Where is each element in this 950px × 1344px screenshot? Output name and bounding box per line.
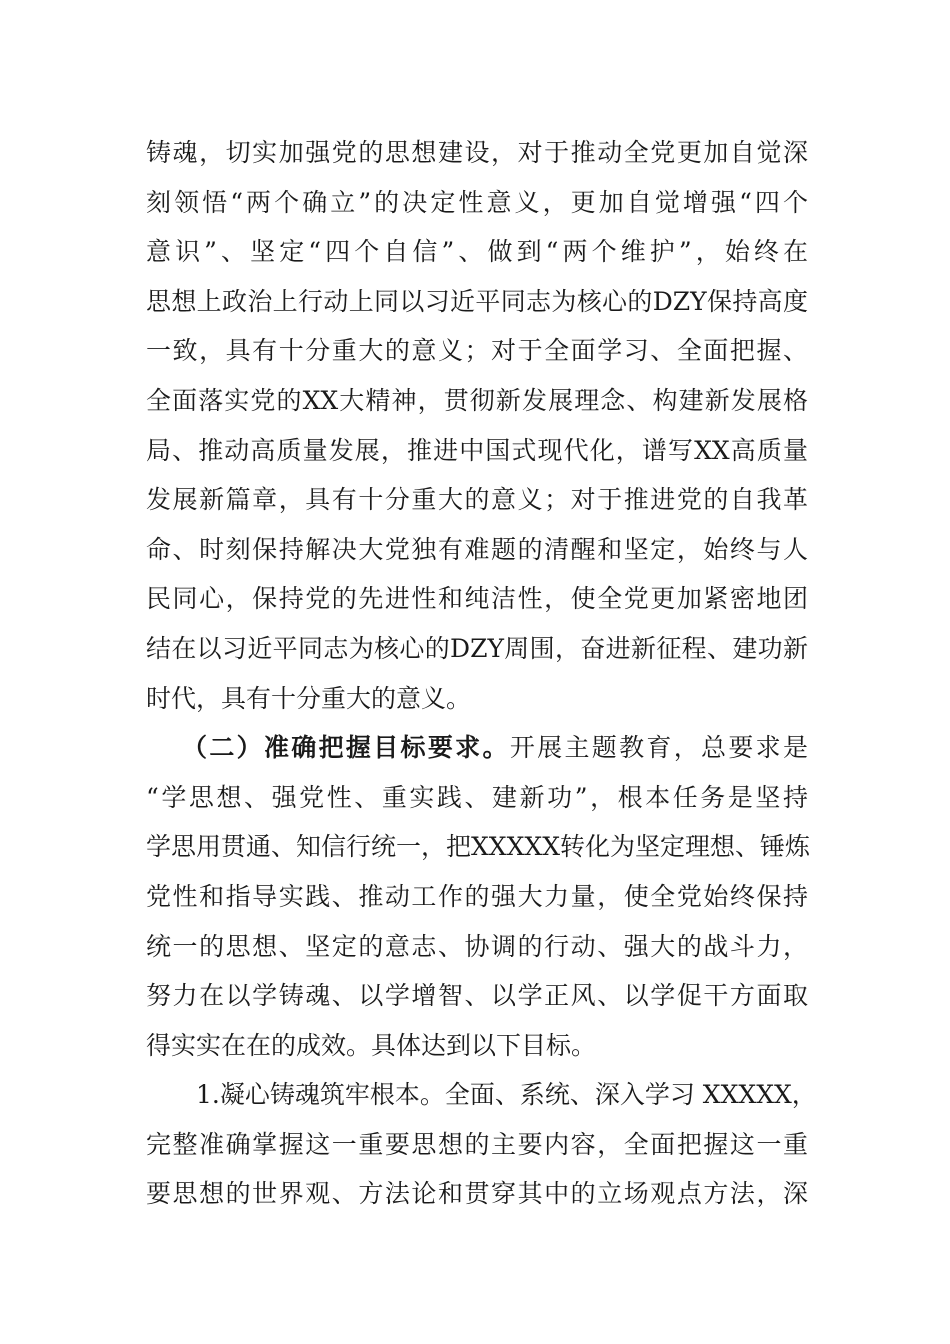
paragraph-2-line-3: 学思用贯通、知信行统一，把XXXXX转化为坚定理想、锤炼: [146, 832, 810, 862]
paragraph-3-line-3: 要思想的世界观、方法论和贯穿其中的立场观点方法，深: [146, 1179, 808, 1209]
paragraph-1-line-10: 民同心，保持党的先进性和纯洁性，使全党更加紧密地团: [146, 584, 808, 614]
paragraph-2-line-1: [146, 723, 808, 773]
paragraph-1-line-11: 结在以习近平同志为核心的DZY周围，奋进新征程、建功新: [146, 633, 808, 663]
paragraph-1-line-5: 一致，具有十分重大的意义；对于全面学习、全面把握、: [146, 336, 808, 366]
paragraph-1-line-2: 刻领悟“两个确立”的决定性意义，更加自觉增强“四个: [146, 187, 808, 217]
paragraph-2-line-5: 统一的思想、坚定的意志、协调的行动、强大的战斗力，: [146, 931, 808, 961]
paragraph-3-line-2: 完整准确掌握这一重要思想的主要内容，全面把握这一重: [146, 1129, 808, 1159]
paragraph-2-line-7: 得实实在在的成效。具体达到以下目标。: [146, 1030, 597, 1060]
paragraph-2-line-1-text: 开展主题教育，总要求是: [509, 733, 808, 763]
paragraph-1-line-7: 局、推动高质量发展，推进中国式现代化，谱写XX高质量: [146, 435, 808, 465]
paragraph-2-line-6: 努力在以学铸魂、以学增智、以学正风、以学促干方面取: [146, 981, 808, 1011]
paragraph-1-line-6: 全面落实党的XX大精神，贯彻新发展理念、构建新发展格: [146, 385, 808, 415]
paragraph-1-line-1: 铸魂，切实加强党的思想建设，对于推动全党更加自觉深: [146, 138, 808, 167]
paragraph-1-line-12: 时代，具有十分重大的意义。: [146, 683, 472, 713]
paragraph-2-line-4: 党性和指导实践、推动工作的强大力量，使全党始终保持: [146, 881, 808, 911]
paragraph-1-line-9: 命、时刻保持解决大党独有难题的清醒和坚定，始终与人: [146, 534, 808, 564]
paragraph-2-line-2: “学思想、强党性、重实践、建新功”，根本任务是坚持: [146, 782, 808, 812]
document-body: [146, 128, 817, 1219]
paragraph-1-line-3: 意识”、坚定“四个自信”、做到“两个维护”，始终在: [146, 237, 808, 267]
section-heading: （二）准确把握目标要求。: [182, 733, 510, 763]
paragraph-1-line-8: 发展新篇章，具有十分重大的意义；对于推进党的自我革: [146, 485, 808, 515]
paragraph-1-line-4: 思想上政治上行动上同以习近平同志为核心的DZY保持高度: [146, 286, 808, 316]
paragraph-3-line-1: 1.凝心铸魂筑牢根本。全面、系统、深入学习 XXXXX，: [196, 1080, 817, 1110]
